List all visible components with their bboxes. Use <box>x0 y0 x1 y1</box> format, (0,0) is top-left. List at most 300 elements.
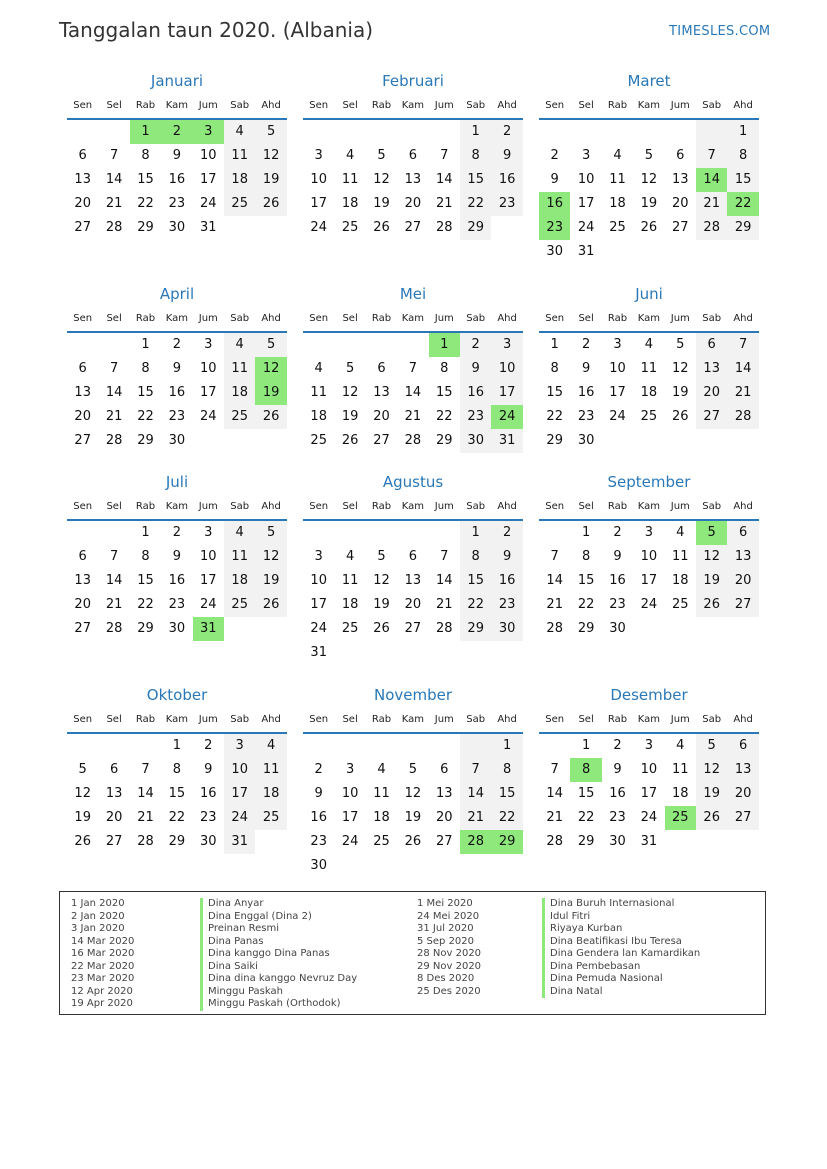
day-cell: 29 <box>137 220 154 235</box>
holiday-date: 16 Mar 2020 <box>71 948 135 959</box>
day-cell: 1 <box>141 525 150 540</box>
day-cell: 5 <box>644 148 654 163</box>
day-cell: 18 <box>224 569 255 593</box>
day-cell: 26 <box>696 806 727 830</box>
day-cell: 12 <box>640 172 658 187</box>
day-cell: 17 <box>640 573 658 588</box>
weekday-label: Ahd <box>261 313 281 324</box>
weekday-label: Sen <box>545 100 565 111</box>
holiday-date: 5 Sep 2020 <box>417 935 475 947</box>
day-cell: 6 <box>377 361 386 376</box>
day-cell: 11 <box>224 144 255 168</box>
weekday-header <box>539 714 759 728</box>
holiday-day-cell: 28 <box>460 830 491 854</box>
weekday-header <box>67 100 287 114</box>
day-cell: 20 <box>74 196 91 211</box>
day-cell: 24 <box>224 806 255 830</box>
day-cell: 21 <box>696 192 727 216</box>
day-cell: 29 <box>546 433 563 448</box>
day-cell: 11 <box>224 357 255 381</box>
day-cell: 20 <box>727 569 758 593</box>
weekday-header <box>67 313 287 327</box>
day-cell: 19 <box>74 810 91 825</box>
day-cell: 24 <box>310 220 327 235</box>
day-cell: 31 <box>310 645 327 660</box>
day-cell: 23 <box>577 409 595 424</box>
day-cell: 9 <box>491 545 522 569</box>
month-name: Maret <box>627 72 671 90</box>
day-cell: 10 <box>609 361 626 376</box>
day-cell: 15 <box>137 172 154 187</box>
day-cell: 25 <box>224 405 255 429</box>
day-cell: 9 <box>172 148 182 163</box>
day-cell: 6 <box>696 333 727 357</box>
weekday-header <box>67 714 287 728</box>
weekday-label: Kam <box>401 714 425 725</box>
day-cell: 4 <box>224 120 255 144</box>
day-cell: 18 <box>672 573 689 588</box>
day-cell: 5 <box>345 361 355 376</box>
day-cell: 22 <box>137 597 154 612</box>
weekday-label: Sen <box>73 501 93 512</box>
weekday-header <box>539 100 759 114</box>
day-cell: 20 <box>672 196 689 211</box>
day-cell: 22 <box>577 810 595 825</box>
day-cell: 15 <box>577 573 595 588</box>
day-cell: 16 <box>310 810 327 825</box>
day-cell: 28 <box>546 834 563 849</box>
day-cell: 3 <box>644 525 654 540</box>
day-cell: 8 <box>727 144 758 168</box>
weekday-label: Rab <box>135 714 156 725</box>
day-cell: 27 <box>404 621 422 636</box>
weekday-label: Jum <box>198 714 218 725</box>
day-cell: 1 <box>727 120 758 144</box>
day-cell: 7 <box>727 333 758 357</box>
weekday-label: Kam <box>165 100 189 111</box>
day-cell: 18 <box>672 786 689 801</box>
day-cell: 16 <box>168 573 186 588</box>
day-cell: 3 <box>491 333 522 357</box>
site-link[interactable]: TIMESLES.COM <box>669 24 771 39</box>
day-cell: 4 <box>345 549 355 564</box>
day-cell: 21 <box>137 810 154 825</box>
day-cell: 13 <box>672 172 689 187</box>
day-cell: 18 <box>609 196 626 211</box>
day-cell: 19 <box>672 385 689 400</box>
day-cell: 15 <box>546 385 563 400</box>
day-cell: 31 <box>640 834 658 849</box>
day-cell: 14 <box>404 385 422 400</box>
holiday-date: 25 Des 2020 <box>417 985 481 997</box>
day-cell: 17 <box>640 786 658 801</box>
day-cell: 7 <box>696 144 727 168</box>
day-cell: 14 <box>436 573 453 588</box>
weekday-label: Sel <box>578 714 594 725</box>
day-cell: 28 <box>105 621 123 636</box>
weekday-label: Sel <box>342 501 358 512</box>
day-cell: 26 <box>373 220 390 235</box>
day-cell: 14 <box>436 172 453 187</box>
weekday-header <box>303 313 523 327</box>
day-cell: 11 <box>609 172 626 187</box>
day-cell: 16 <box>460 381 491 405</box>
day-cell: 22 <box>137 409 154 424</box>
weekday-label: Jum <box>434 714 454 725</box>
weekday-label: Sel <box>342 313 358 324</box>
weekday-label: Sen <box>545 313 565 324</box>
weekday-label: Sel <box>342 100 358 111</box>
day-cell: 8 <box>550 361 559 376</box>
day-cell: 1 <box>460 120 491 144</box>
day-cell: 14 <box>105 573 123 588</box>
day-cell: 16 <box>491 569 522 593</box>
day-cell: 25 <box>341 220 359 235</box>
day-cell: 15 <box>460 168 491 192</box>
weekday-label: Rab <box>371 313 392 324</box>
day-cell: 19 <box>255 168 286 192</box>
month-name: April <box>159 285 195 303</box>
day-cell: 30 <box>609 621 626 636</box>
weekday-label: Sab <box>466 313 486 324</box>
day-cell: 30 <box>310 858 327 873</box>
weekday-label: Jum <box>198 100 218 111</box>
day-cell: 17 <box>200 172 217 187</box>
holiday-date: 3 Jan 2020 <box>71 923 125 934</box>
day-cell: 4 <box>224 521 255 545</box>
day-cell: 19 <box>404 810 422 825</box>
weekday-label: Sen <box>309 714 329 725</box>
weekday-label: Ahd <box>733 501 753 512</box>
day-cell: 5 <box>676 337 685 352</box>
day-cell: 8 <box>460 144 491 168</box>
day-cell: 29 <box>727 216 758 240</box>
weekday-label: Sen <box>545 714 565 725</box>
weekday-label: Sab <box>230 501 250 512</box>
day-cell: 2 <box>613 738 622 753</box>
month-name: Agustus <box>382 473 444 491</box>
day-cell: 15 <box>460 569 491 593</box>
day-cell: 21 <box>404 409 422 424</box>
day-cell: 17 <box>200 385 217 400</box>
day-cell: 2 <box>613 525 622 540</box>
day-cell: 7 <box>109 549 119 564</box>
day-cell: 12 <box>696 758 727 782</box>
holiday-name: Dina Saiki <box>208 960 258 972</box>
day-cell: 18 <box>224 381 255 405</box>
day-cell: 29 <box>460 216 491 240</box>
day-cell: 9 <box>314 786 323 801</box>
holiday-day-cell: 25 <box>665 806 696 830</box>
weekday-label: Sen <box>309 100 329 111</box>
day-cell: 11 <box>310 385 327 400</box>
day-cell: 12 <box>696 545 727 569</box>
holiday-name: Dina dina kanggo Nevruz Day <box>208 973 358 984</box>
empty-weekend-cell <box>460 734 491 758</box>
weekday-label: Jum <box>670 313 690 324</box>
day-cell: 18 <box>310 409 327 424</box>
day-cell: 13 <box>727 545 758 569</box>
day-cell: 10 <box>577 172 595 187</box>
day-cell: 7 <box>141 762 150 777</box>
day-cell: 2 <box>204 738 213 753</box>
day-cell: 27 <box>672 220 689 235</box>
day-cell: 12 <box>74 786 91 801</box>
day-cell: 21 <box>546 597 563 612</box>
day-cell: 29 <box>577 834 595 849</box>
weekday-label: Kam <box>165 313 189 324</box>
day-cell: 1 <box>581 738 591 753</box>
day-cell: 23 <box>200 810 217 825</box>
day-cell: 15 <box>727 168 758 192</box>
weekday-label: Sab <box>466 100 486 111</box>
day-cell: 20 <box>404 597 422 612</box>
day-cell: 14 <box>546 786 563 801</box>
day-cell: 5 <box>377 549 386 564</box>
day-cell: 25 <box>373 834 390 849</box>
day-cell: 21 <box>436 597 453 612</box>
day-cell: 1 <box>141 337 150 352</box>
weekday-label: Rab <box>371 501 392 512</box>
day-cell: 13 <box>74 172 91 187</box>
day-cell: 19 <box>696 782 727 806</box>
day-cell: 12 <box>255 545 286 569</box>
weekday-label: Sab <box>466 501 486 512</box>
day-cell: 18 <box>255 782 286 806</box>
weekday-label: Ahd <box>497 501 517 512</box>
holiday-name: Minggu Paskah <box>208 985 283 997</box>
day-cell: 4 <box>676 738 685 753</box>
day-cell: 27 <box>727 593 758 617</box>
day-cell: 13 <box>74 385 91 400</box>
day-cell: 9 <box>613 762 622 777</box>
holiday-dates-left <box>71 898 134 1011</box>
weekday-header <box>539 313 759 327</box>
holiday-day-cell: 19 <box>255 381 286 405</box>
day-cell: 31 <box>224 830 255 854</box>
holiday-name: Dina Natal <box>550 985 603 997</box>
day-cell: 22 <box>460 593 491 617</box>
day-cell: 10 <box>491 357 522 381</box>
day-cell: 15 <box>137 385 154 400</box>
month-name: Oktober <box>146 686 208 704</box>
day-cell: 26 <box>74 834 91 849</box>
empty-weekend-cell <box>696 120 727 144</box>
day-cell: 27 <box>74 220 91 235</box>
day-cell: 22 <box>546 409 563 424</box>
holiday-day-cell: 5 <box>696 521 727 545</box>
day-cell: 4 <box>613 148 622 163</box>
day-cell: 28 <box>727 405 758 429</box>
day-cell: 16 <box>200 786 217 801</box>
day-cell: 24 <box>200 196 217 211</box>
weekday-label: Sab <box>702 100 722 111</box>
day-cell: 7 <box>408 361 418 376</box>
day-cell: 11 <box>373 786 390 801</box>
day-cell: 2 <box>460 333 491 357</box>
day-cell: 28 <box>696 216 727 240</box>
day-cell: 17 <box>310 597 327 612</box>
weekday-label: Kam <box>637 501 661 512</box>
day-cell: 26 <box>341 433 359 448</box>
day-cell: 19 <box>341 409 359 424</box>
day-cell: 5 <box>78 762 87 777</box>
day-cell: 7 <box>550 762 559 777</box>
day-cell: 29 <box>137 621 154 636</box>
day-cell: 26 <box>255 192 286 216</box>
day-cell: 31 <box>491 429 522 453</box>
month-name: November <box>373 686 453 704</box>
day-cell: 6 <box>78 361 87 376</box>
weekday-label: Ahd <box>497 100 517 111</box>
weekday-label: Sel <box>342 714 358 725</box>
day-cell: 15 <box>436 385 453 400</box>
day-cell: 2 <box>491 120 522 144</box>
day-cell: 4 <box>345 148 355 163</box>
day-cell: 5 <box>255 120 286 144</box>
holiday-name: Dina Gendera lan Kamardikan <box>550 948 701 959</box>
weekday-label: Kam <box>165 714 189 725</box>
month-name: Mei <box>399 285 427 303</box>
day-cell: 27 <box>373 433 390 448</box>
weekday-label: Sen <box>73 313 93 324</box>
weekday-label: Sel <box>578 313 594 324</box>
day-cell: 3 <box>644 738 654 753</box>
day-cell: 20 <box>696 381 727 405</box>
day-cell: 27 <box>404 220 422 235</box>
day-cell: 25 <box>255 806 286 830</box>
day-cell: 3 <box>314 148 323 163</box>
day-cell: 22 <box>137 196 154 211</box>
day-cell: 6 <box>727 734 758 758</box>
day-cell: 7 <box>460 758 491 782</box>
day-cell: 23 <box>609 597 626 612</box>
month-name: Desember <box>610 686 688 704</box>
weekday-label: Jum <box>670 501 690 512</box>
day-cell: 10 <box>224 758 255 782</box>
day-cell: 25 <box>609 220 626 235</box>
holiday-day-cell: 22 <box>727 192 758 216</box>
holiday-name: Preinan Resmi <box>208 923 280 934</box>
day-cell: 26 <box>640 220 658 235</box>
holiday-day-cell: 16 <box>539 192 570 216</box>
day-cell: 22 <box>491 806 522 830</box>
day-cell: 19 <box>696 569 727 593</box>
day-cell: 6 <box>408 148 418 163</box>
day-cell: 25 <box>310 433 327 448</box>
day-cell: 26 <box>672 409 689 424</box>
weekday-label: Sel <box>106 714 122 725</box>
weekday-label: Jum <box>198 501 218 512</box>
day-cell: 25 <box>224 192 255 216</box>
day-cell: 9 <box>172 361 182 376</box>
day-cell: 13 <box>436 786 453 801</box>
day-cell: 1 <box>581 525 591 540</box>
day-cell: 30 <box>546 244 563 259</box>
holiday-day-cell: 1 <box>130 120 161 144</box>
weekday-label: Sab <box>230 714 250 725</box>
day-cell: 9 <box>581 361 591 376</box>
weekday-label: Sab <box>702 501 722 512</box>
day-cell: 25 <box>640 409 658 424</box>
holiday-name: Dina Beatifikasi Ibu Teresa <box>550 935 682 947</box>
day-cell: 18 <box>341 196 359 211</box>
day-cell: 1 <box>172 738 182 753</box>
day-cell: 13 <box>727 758 758 782</box>
day-cell: 24 <box>341 834 359 849</box>
day-cell: 12 <box>672 361 689 376</box>
holiday-date: 19 Apr 2020 <box>71 998 133 1009</box>
day-cell: 28 <box>436 621 453 636</box>
day-cell: 7 <box>550 549 559 564</box>
day-cell: 3 <box>581 148 591 163</box>
weekday-label: Jum <box>198 313 218 324</box>
day-cell: 12 <box>255 144 286 168</box>
day-cell: 19 <box>255 569 286 593</box>
holiday-name: Dina Buruh Internasional <box>550 898 675 909</box>
day-cell: 30 <box>460 429 491 453</box>
day-cell: 11 <box>341 172 359 187</box>
day-cell: 2 <box>550 148 559 163</box>
day-cell: 20 <box>727 782 758 806</box>
holiday-names-right <box>550 898 700 998</box>
day-cell: 13 <box>404 573 422 588</box>
day-cell: 13 <box>74 573 91 588</box>
day-cell: 13 <box>105 786 123 801</box>
weekday-label: Rab <box>607 501 628 512</box>
holiday-name: Dina Pemuda Nasional <box>550 973 663 984</box>
holiday-dates-right <box>417 898 481 998</box>
holiday-name: Dina Panas <box>208 935 264 947</box>
day-cell: 21 <box>727 381 758 405</box>
day-cell: 28 <box>546 621 563 636</box>
holiday-date: 29 Nov 2020 <box>417 960 482 972</box>
weekday-label: Ahd <box>497 313 517 324</box>
day-cell: 15 <box>137 573 154 588</box>
day-cell: 10 <box>200 361 217 376</box>
day-cell: 14 <box>105 172 123 187</box>
day-cell: 12 <box>373 573 390 588</box>
day-cell: 6 <box>440 762 449 777</box>
holiday-day-cell: 14 <box>696 168 727 192</box>
day-cell: 24 <box>609 409 626 424</box>
day-cell: 23 <box>491 593 522 617</box>
holiday-name: Dina Pembebasan <box>550 960 641 972</box>
weekday-label: Sen <box>545 501 565 512</box>
day-cell: 21 <box>105 196 123 211</box>
day-cell: 12 <box>404 786 422 801</box>
day-cell: 20 <box>74 409 91 424</box>
day-cell: 11 <box>640 361 658 376</box>
weekday-label: Rab <box>607 714 628 725</box>
day-cell: 11 <box>672 762 689 777</box>
day-cell: 6 <box>408 549 418 564</box>
weekday-label: Jum <box>670 100 690 111</box>
day-cell: 24 <box>200 597 217 612</box>
day-cell: 17 <box>341 810 359 825</box>
day-cell: 31 <box>200 220 217 235</box>
weekday-label: Jum <box>434 313 454 324</box>
day-cell: 29 <box>436 433 453 448</box>
month-name: Januari <box>150 72 204 90</box>
day-cell: 3 <box>224 734 255 758</box>
day-cell: 17 <box>609 385 626 400</box>
day-cell: 4 <box>224 333 255 357</box>
day-cell: 22 <box>168 810 186 825</box>
day-cell: 26 <box>696 593 727 617</box>
day-cell: 21 <box>105 597 123 612</box>
holiday-day-cell: 12 <box>255 357 286 381</box>
